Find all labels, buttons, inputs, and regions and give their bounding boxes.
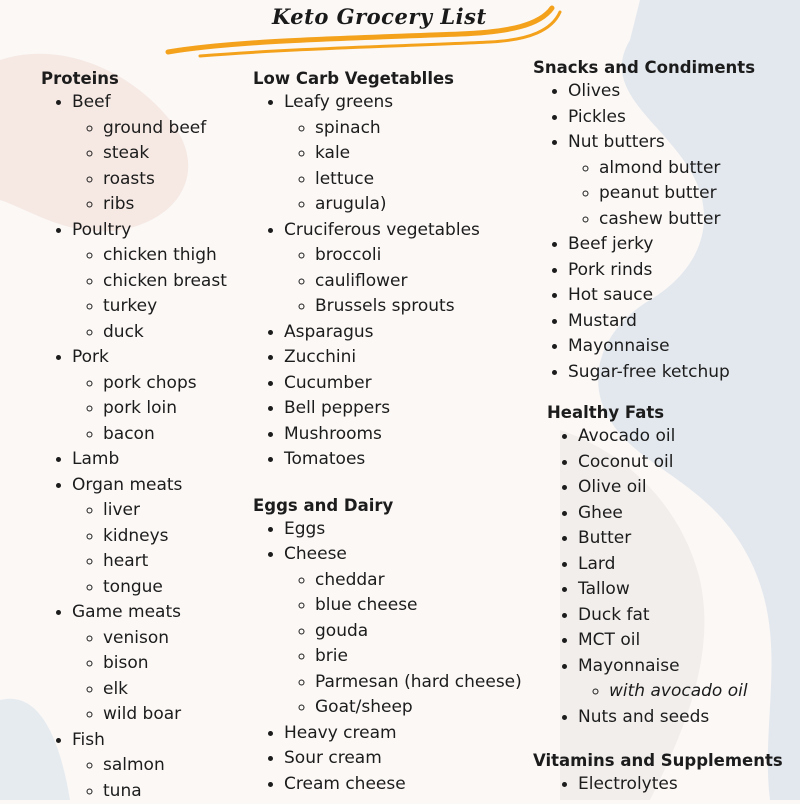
list-item: • Pork rinds (568, 258, 755, 284)
list-item: • MCT oil (578, 628, 748, 654)
list-item: • Asparagus (284, 320, 522, 346)
list-item: • Cheese ◦ cheddar ◦ blue cheese ◦ gouda ◦ brie ◦ Parmesan (hard cheese) ◦ Goat/sheep (284, 542, 522, 721)
list-item: • Electrolytes (578, 772, 783, 798)
list-item: ◦ Brussels sprouts (315, 294, 522, 320)
list-item: • Pork ◦ pork chops ◦ pork loin ◦ bacon (72, 345, 227, 447)
list-item: ◦ Goat/sheep (315, 695, 522, 721)
snacks-column (533, 57, 755, 385)
fats-heading: Healthy Fats (547, 402, 748, 424)
list-item: • Pickles (568, 105, 755, 131)
eggs-dairy-list (253, 517, 522, 798)
list-item: ◦ with avocado oil (609, 679, 748, 705)
list-item: • Nuts and seeds (578, 705, 748, 731)
list-item: ◦ elk (103, 677, 227, 703)
list-item: ◦ wild boar (103, 702, 227, 728)
list-item: ◦ arugula) (315, 192, 522, 218)
list-item: • Cruciferous vegetables ◦ broccoli ◦ cauliflower ◦ Brussels sprouts (284, 218, 522, 320)
list-item: • Organ meats ◦ liver ◦ kidneys ◦ heart ◦ tongue (72, 473, 227, 601)
list-item: ◦ tongue (103, 575, 227, 601)
list-item: • Zucchini (284, 345, 522, 371)
list-item: • Game meats ◦ venison ◦ bison ◦ elk ◦ wild boar (72, 600, 227, 728)
list-item: • Sour cream (284, 746, 522, 772)
list-item: • Nut butters ◦ almond butter ◦ peanut butter ◦ cashew butter (568, 130, 755, 232)
snacks-heading: Snacks and Condiments (533, 57, 755, 79)
list-item: ◦ chicken thigh (103, 243, 227, 269)
list-item: ◦ blue cheese (315, 593, 522, 619)
list-item: • Heavy cream (284, 721, 522, 747)
list-item: • Mushrooms (284, 422, 522, 448)
list-item: ◦ venison (103, 626, 227, 652)
list-item: • Tomatoes (284, 447, 522, 473)
list-item: • Olives (568, 79, 755, 105)
snacks-list (533, 79, 755, 385)
list-item: • Poultry ◦ chicken thigh ◦ chicken breast ◦ turkey ◦ duck (72, 218, 227, 346)
list-item: ◦ liver (103, 498, 227, 524)
title-banner (160, 0, 580, 70)
list-item: ◦ Parmesan (hard cheese) (315, 670, 522, 696)
list-item: • Beef ◦ ground beef ◦ steak ◦ roasts ◦ ribs (72, 90, 227, 218)
list-item: • Sugar-free ketchup (568, 360, 755, 386)
list-item: ◦ duck (103, 320, 227, 346)
list-item: • Mayonnaise (568, 334, 755, 360)
list-item: • Lamb (72, 447, 227, 473)
proteins-heading: Proteins (41, 68, 227, 90)
list-item: • Mayonnaise ◦ with avocado oil (578, 654, 748, 705)
list-item: ◦ cashew butter (599, 207, 755, 233)
list-item: • Leafy greens ◦ spinach ◦ kale ◦ lettuce ◦ arugula) (284, 90, 522, 218)
list-item: • Cream cheese (284, 772, 522, 798)
list-item: • Ghee (578, 501, 748, 527)
list-item: ◦ peanut butter (599, 181, 755, 207)
proteins-list (41, 90, 227, 804)
vegetables-list (253, 90, 522, 473)
list-item: • Cucumber (284, 371, 522, 397)
list-item: ◦ steak (103, 141, 227, 167)
vegetables-column (253, 68, 522, 797)
list-item: ◦ kale (315, 141, 522, 167)
eggs-dairy-heading: Eggs and Dairy (253, 495, 522, 517)
list-item: ◦ chicken breast (103, 269, 227, 295)
list-item: ◦ ground beef (103, 116, 227, 142)
list-item: • Beef jerky (568, 232, 755, 258)
list-item: ◦ lettuce (315, 167, 522, 193)
vitamins-column (533, 750, 783, 798)
list-item: ◦ turkey (103, 294, 227, 320)
list-item: • Butter (578, 526, 748, 552)
vitamins-list (533, 772, 783, 798)
list-item: ◦ bison (103, 651, 227, 677)
list-item: • Olive oil (578, 475, 748, 501)
vegetables-heading: Low Carb Vegetablles (253, 68, 522, 90)
list-item: ◦ broccoli (315, 243, 522, 269)
list-item: ◦ cheddar (315, 568, 522, 594)
list-item: ◦ ribs (103, 192, 227, 218)
list-item: ◦ salmon (103, 753, 227, 779)
list-item: • Lard (578, 552, 748, 578)
list-item: ◦ heart (103, 549, 227, 575)
list-item: ◦ cauliflower (315, 269, 522, 295)
list-item: ◦ kidneys (103, 524, 227, 550)
fats-list (547, 424, 748, 730)
list-item: ◦ pork chops (103, 371, 227, 397)
list-item: ◦ gouda (315, 619, 522, 645)
list-item: ◦ spinach (315, 116, 522, 142)
page-title: Keto Grocery List (272, 4, 487, 29)
list-item: • Avocado oil (578, 424, 748, 450)
list-item: • Bell peppers (284, 396, 522, 422)
vitamins-heading: Vitamins and Supplements (533, 750, 783, 772)
list-item: ◦ tuna (103, 779, 227, 804)
proteins-column (41, 68, 227, 804)
list-item: ◦ bacon (103, 422, 227, 448)
list-item: ◦ brie (315, 644, 522, 670)
list-item: • Mustard (568, 309, 755, 335)
list-item: • Tallow (578, 577, 748, 603)
list-item: • Fish ◦ salmon ◦ tuna (72, 728, 227, 804)
list-item: • Coconut oil (578, 450, 748, 476)
list-item: ◦ roasts (103, 167, 227, 193)
list-item: ◦ almond butter (599, 156, 755, 182)
list-item: • Eggs (284, 517, 522, 543)
list-item: • Duck fat (578, 603, 748, 629)
list-item: ◦ pork loin (103, 396, 227, 422)
fats-column (547, 402, 748, 730)
list-item: • Hot sauce (568, 283, 755, 309)
